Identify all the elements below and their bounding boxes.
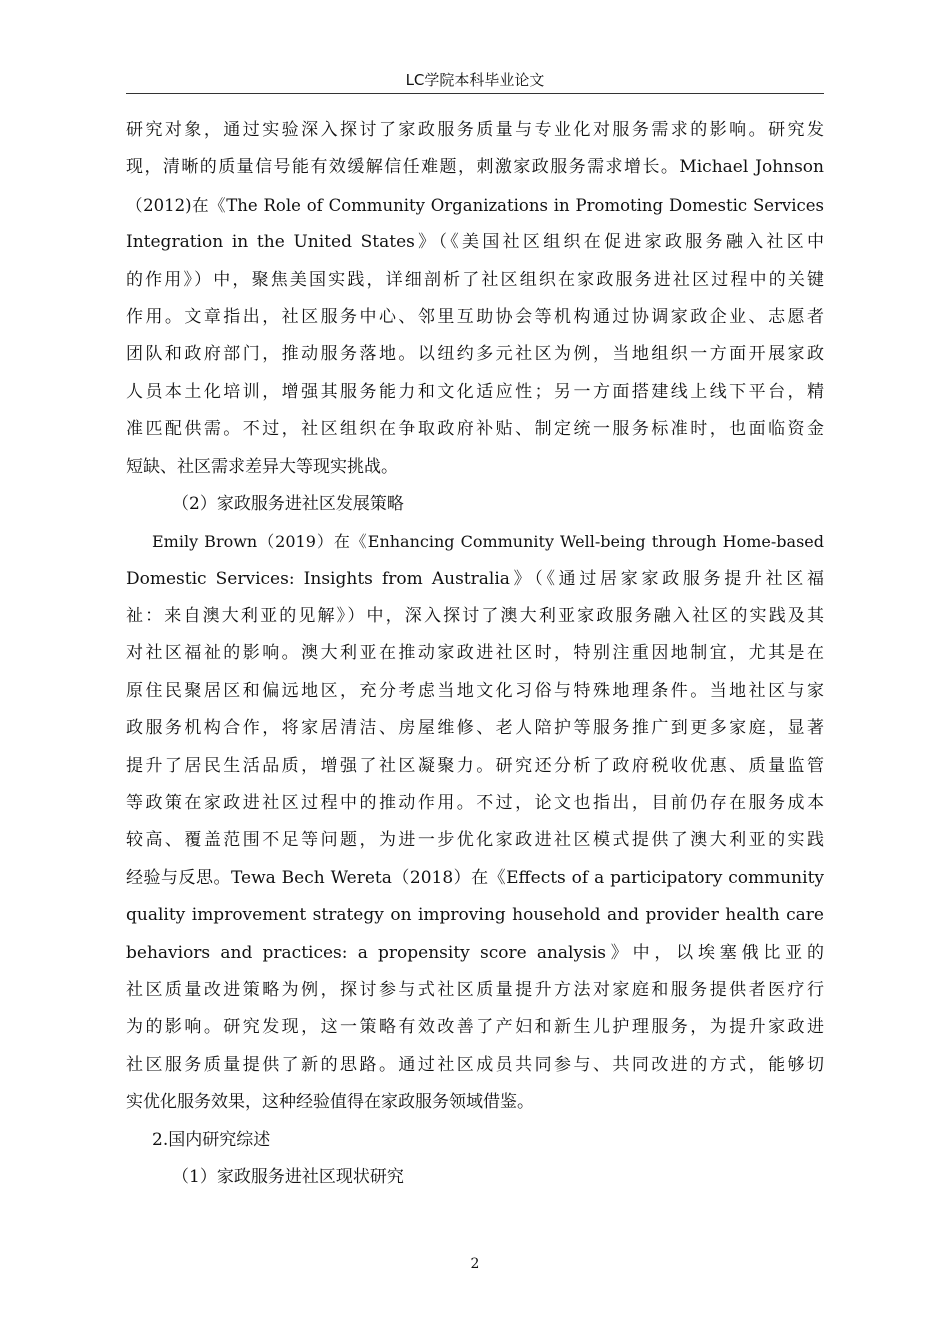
page-header-title: LC学院本科毕业论文	[405, 71, 545, 89]
section-heading: 2.国内研究综述	[152, 1129, 271, 1150]
text-line: behaviors and practices: a propensity score analysis》中，以埃塞俄比亚的	[126, 942, 824, 963]
section-heading: （2）家政服务进社区发展策略	[172, 493, 404, 514]
section-heading: （1）家政服务进社区现状研究	[172, 1166, 404, 1187]
text-line: 为的影响。研究发现，这一策略有效改善了产妇和新生儿护理服务，为提升家政进	[126, 1017, 824, 1038]
text-line: 准匹配供需。不过，社区组织在争取政府补贴、制定统一服务标准时，也面临资金	[126, 419, 824, 440]
text-line: Emily Brown（2019）在《Enhancing Community Well-being through Home-based	[152, 532, 824, 552]
text-line: 短缺、社区需求差异大等现实挑战。	[126, 456, 398, 477]
text-line: Domestic Services: Insights from Australia》（《通过居家家政服务提升社区福	[126, 568, 824, 589]
text-line: 原住民聚居区和偏远地区，充分考虑当地文化习俗与特殊地理条件。当地社区与家	[126, 680, 824, 701]
text-line: 祉：来自澳大利亚的见解》）中，深入探讨了澳大利亚家政服务融入社区的实践及其	[126, 606, 824, 627]
text-line: 研究对象，通过实验深入探讨了家政服务质量与专业化对服务需求的影响。研究发	[126, 120, 824, 140]
text-line: 经验与反思。Tewa Bech Wereta（2018）在《Effects of a participatory community	[126, 867, 824, 888]
text-line: 人员本土化培训，增强其服务能力和文化适应性；另一方面搭建线上线下平台，精	[126, 381, 824, 402]
text-line: 政服务机构合作，将家居清洁、房屋维修、老人陪护等服务推广到更多家庭，显著	[126, 718, 824, 739]
text-line: Integration in the United States》（《美国社区组织在促进家政服务融入社区中	[126, 232, 824, 253]
text-line: 等政策在家政进社区过程中的推动作用。不过，论文也指出，目前仍存在服务成本	[126, 793, 824, 814]
text-line: 社区质量改进策略为例，探讨参与式社区质量提升方法对家庭和服务提供者医疗行	[126, 979, 824, 1000]
header-divider	[126, 93, 824, 94]
page-number: 2	[470, 1256, 480, 1272]
text-line: 团队和政府部门，推动服务落地。以纽约多元社区为例，当地组织一方面开展家政	[126, 344, 824, 365]
text-line: 作用。文章指出，社区服务中心、邻里互助协会等机构通过协调家政企业、志愿者	[126, 306, 824, 327]
text-line: quality improvement strategy on improving household and provider health care	[126, 905, 824, 926]
text-line: 实优化服务效果，这种经验值得在家政服务领域借鉴。	[126, 1092, 534, 1113]
text-line: 较高、覆盖范围不足等问题，为进一步优化家政进社区模式提供了澳大利亚的实践	[126, 830, 824, 851]
text-line: 提升了居民生活品质，增强了社区凝聚力。研究还分析了政府税收优惠、质量监管	[126, 755, 824, 776]
text-line: 现，清晰的质量信号能有效缓解信任难题，刺激家政服务需求增长。Michael Johnson	[126, 157, 824, 178]
text-line: （2012)在《The Role of Community Organizations in Promoting Domestic Services	[126, 195, 824, 215]
text-line: 对社区福祉的影响。澳大利亚在推动家政进社区时，特别注重因地制宜，尤其是在	[126, 643, 824, 664]
body-text	[126, 112, 824, 1196]
text-line: 的作用》）中，聚焦美国实践，详细剖析了社区组织在家政服务进社区过程中的关键	[126, 269, 824, 290]
text-line: 社区服务质量提供了新的思路。通过社区成员共同参与、共同改进的方式，能够切	[126, 1054, 824, 1075]
